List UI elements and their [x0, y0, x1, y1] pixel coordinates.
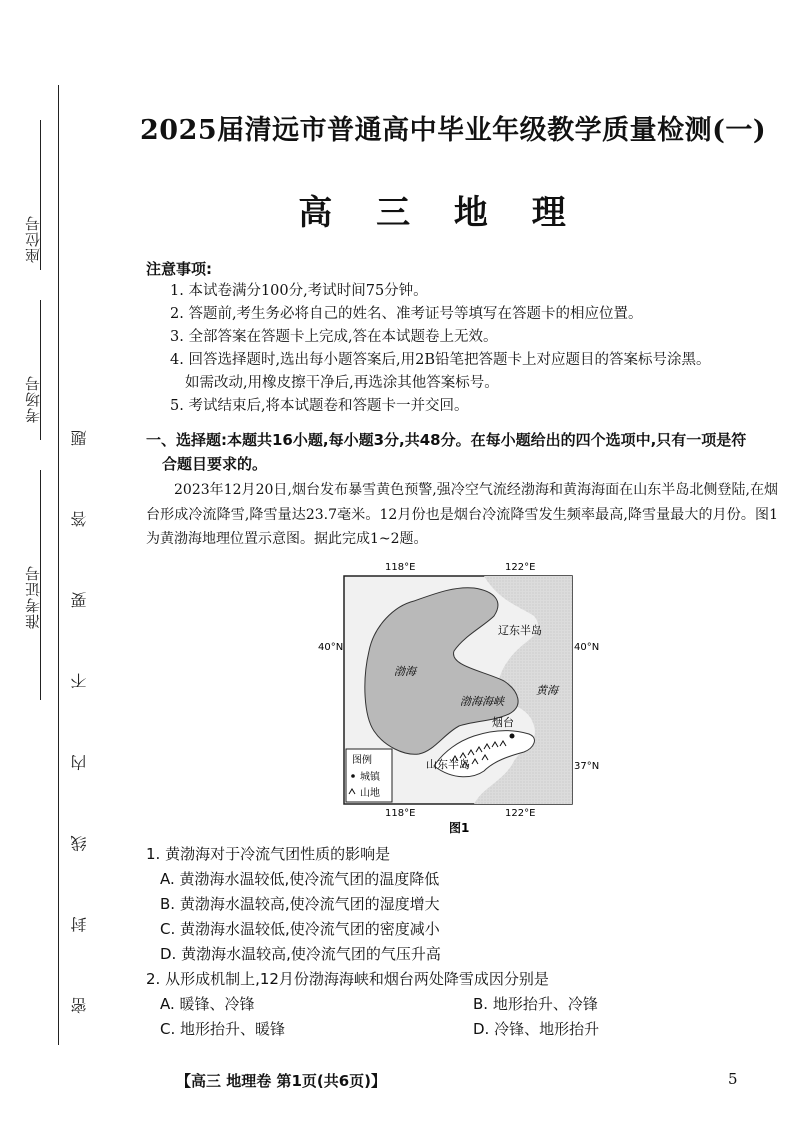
lon-label: 118°E [385, 808, 416, 819]
note-item: 5. 考试结束后,将本试题卷和答题卡一并交回。 [170, 398, 469, 414]
label-liaodong: 辽东半岛 [498, 624, 542, 637]
question-intro: 2023年12月20日,烟台发布暴雪黄色预警,强冷空气流经渤海和黄海海面在山东半岛北侧登陆,在烟台形成冷流降雪,降雪量达23.7毫米。12月份也是烟台冷流降雪发生频率最高,降雪量最大的月份。图1为黄渤海地理位置示意图。据此完成1~2题。 [146, 482, 778, 547]
figure-caption: 图1 [449, 821, 470, 835]
option-c: C. 黄渤海水温较低,使冷流气团的密度减小 [160, 920, 440, 938]
label-shandong: 山东半岛 [426, 758, 470, 771]
note-item: 4. 回答选择题时,选出每小题答案后,用2B铅笔把答题卡上对应题目的答案标号涂黑。 [170, 352, 711, 368]
option-c: C. 地形抬升、暖锋 [160, 1020, 286, 1038]
seat-number-blank [40, 120, 41, 270]
page-footer: 【高三 地理卷 第1页(共6页)】 [176, 1072, 387, 1090]
option-a: A. 黄渤海水温较低,使冷流气团的温度降低 [160, 870, 440, 888]
binding-margin [0, 0, 110, 1123]
option-b: B. 地形抬升、冷锋 [473, 995, 598, 1013]
lon-label: 122°E [505, 808, 536, 819]
section-line: 合题目要求的。 [162, 455, 268, 473]
legend-title: 图例 [352, 755, 372, 766]
question-stem: 2. 从形成机制上,12月份渤海海峡和烟台两处降雪成因分别是 [146, 970, 549, 988]
seal-line-notice: 密 封 线 内 不 要 答 题 [70, 400, 89, 1014]
section-line: 一、选择题:本题共16小题,每小题3分,共48分。在每小题给出的四个选项中,只有一项是符 [146, 431, 747, 449]
legend-town: 城镇 [360, 772, 380, 783]
question-list [146, 842, 786, 1042]
note-item: 3. 全部答案在答题卡上完成,答在本试题卷上无效。 [170, 329, 498, 345]
label-yantai: 烟台 [492, 716, 514, 729]
legend-mountain: 山地 [360, 788, 380, 799]
lat-label: 37°N [574, 761, 600, 772]
note-item: 2. 答题前,考生务必将自己的姓名、准考证号等填写在答题卡的相应位置。 [170, 306, 643, 322]
question-2 [146, 967, 786, 1042]
seat-number-label: 座位号 [24, 215, 42, 263]
binding-line [58, 85, 59, 1045]
exam-room-blank [40, 300, 41, 440]
map-figure [318, 556, 604, 846]
question-1 [146, 842, 786, 967]
section-heading [146, 428, 786, 476]
ticket-number-blank [40, 470, 41, 700]
exam-title: 2025届清远市普通高中毕业年级教学质量检测(一) [140, 115, 767, 146]
ticket-number-label: 准考证号 [24, 565, 42, 629]
label-huanghai: 黄海 [536, 684, 558, 697]
bohai-map [318, 556, 604, 846]
subject-title: 高 三 地 理 [298, 193, 582, 233]
lat-label: 40°N [318, 642, 344, 653]
lon-label: 118°E [385, 562, 416, 573]
exam-page [140, 0, 778, 1123]
exam-room-label: 考场号 [24, 375, 42, 423]
yantai-dot [510, 734, 515, 739]
option-b: B. 黄渤海水温较高,使冷流气团的湿度增大 [160, 895, 440, 913]
option-a: A. 暖锋、冷锋 [160, 995, 255, 1013]
label-strait: 渤海海峡 [460, 695, 504, 708]
note-item: 1. 本试卷满分100分,考试时间75分钟。 [170, 283, 428, 299]
option-row [146, 1017, 786, 1042]
note-item: 如需改动,用橡皮擦干净后,再选涂其他答案标号。 [185, 375, 499, 391]
lat-label: 40°N [574, 642, 600, 653]
option-row [146, 992, 786, 1017]
option-d: D. 黄渤海水温较高,使冷流气团的气压升高 [160, 945, 441, 963]
notes-list [170, 280, 770, 418]
option-d: D. 冷锋、地形抬升 [473, 1020, 600, 1038]
corner-number: 5 [728, 1070, 738, 1088]
notes-heading: 注意事项: [146, 260, 212, 278]
legend-town-dot [351, 774, 355, 778]
label-bohai: 渤海 [394, 665, 416, 678]
lon-label: 122°E [505, 562, 536, 573]
question-stem: 1. 黄渤海对于冷流气团性质的影响是 [146, 845, 391, 863]
